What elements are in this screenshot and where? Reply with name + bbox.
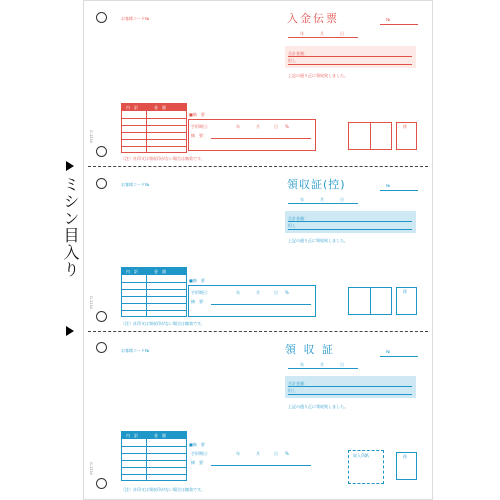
check-percent: %: [285, 451, 289, 456]
check-percent: %: [285, 290, 289, 295]
memo-label: 摘 要：: [191, 133, 207, 138]
table-row-line: [122, 460, 186, 461]
payer-label: ■摘 要: [189, 278, 205, 283]
payer-label: ■摘 要: [189, 112, 205, 117]
table-row-line: [122, 289, 186, 290]
binding-hole: [96, 311, 107, 322]
breakdown-table: [121, 267, 187, 317]
binding-hole: [96, 178, 107, 189]
side-code: G-1234: [89, 130, 93, 143]
table-row-line: [122, 310, 186, 311]
but-line: [288, 229, 412, 230]
amount-line: [288, 56, 412, 57]
amount-line: [288, 386, 412, 387]
breakdown-table: [121, 431, 187, 481]
perforation-arrow-icon: [66, 161, 74, 171]
memo-label: 摘 要：: [191, 460, 207, 465]
table-header-breakdown: 内 訳: [126, 269, 138, 274]
perforation-label: ミシン目入り: [61, 176, 80, 278]
but-line: [288, 64, 412, 65]
but-line: [288, 394, 412, 395]
number-mark: №: [386, 349, 391, 354]
binding-hole: [96, 12, 107, 23]
table-header-amount: 金 額: [154, 105, 166, 110]
section-title: 領 収 証: [285, 343, 335, 356]
table-header-amount: 金 額: [154, 269, 166, 274]
section-title: 入金伝票: [287, 12, 339, 25]
number-line: [380, 24, 418, 25]
received-text: 上記の通り正に領収致しました。: [288, 238, 348, 243]
year-label: 年: [300, 31, 304, 36]
perforation-arrow-icon: [66, 326, 74, 336]
table-divider: [146, 268, 147, 316]
but-label: 但し: [288, 223, 296, 228]
perforation-line: [88, 166, 428, 167]
check-label: 手形期日：: [191, 451, 211, 456]
amount-line: [288, 221, 412, 222]
stamp-divider: [370, 122, 371, 150]
clerk-label: 係: [403, 124, 407, 129]
memo-line: [211, 138, 311, 139]
binding-hole: [96, 342, 107, 353]
month-label: 月: [320, 362, 324, 367]
check-month: 月: [256, 451, 260, 456]
table-header-breakdown: 内 訳: [126, 105, 138, 110]
amount-label: 合計金額：: [288, 51, 308, 56]
table-row-line: [122, 303, 186, 304]
binding-hole: [96, 146, 107, 157]
form-sheet: [83, 0, 433, 500]
breakdown-table: [121, 103, 187, 153]
memo-line: [211, 465, 311, 466]
payer-label: ■摘 要: [189, 442, 205, 447]
side-code: G-1234: [89, 296, 93, 309]
check-day: 日: [274, 451, 278, 456]
clerk-label: 係: [403, 454, 407, 459]
table-row-line: [122, 132, 186, 133]
stamp-divider: [370, 287, 371, 315]
check-percent: %: [285, 124, 289, 129]
check-label: 手形期日：: [191, 124, 211, 129]
check-year: 年: [236, 451, 240, 456]
check-label: 手形期日：: [191, 290, 211, 295]
footer-note: （注）社印又は領収印がない場合は無効です。: [121, 321, 205, 326]
table-row-line: [122, 118, 186, 119]
check-year: 年: [236, 290, 240, 295]
table-row-line: [122, 125, 186, 126]
table-row-line: [122, 296, 186, 297]
table-divider: [146, 104, 147, 152]
table-row-line: [122, 139, 186, 140]
check-year: 年: [236, 124, 240, 129]
check-month: 月: [256, 290, 260, 295]
clerk-label: 係: [403, 289, 407, 294]
month-label: 月: [320, 31, 324, 36]
number-line: [380, 190, 418, 191]
table-row-line: [122, 474, 186, 475]
but-label: 但し: [288, 388, 296, 393]
table-row-line: [122, 146, 186, 147]
memo-label: 摘 要：: [191, 299, 207, 304]
amount-label: 合計金額：: [288, 216, 308, 221]
day-label: 日: [340, 362, 344, 367]
customer-code: お客様コード№: [121, 182, 150, 187]
memo-line: [211, 304, 311, 305]
table-row-line: [122, 446, 186, 447]
date-line: [288, 203, 358, 204]
binding-hole: [96, 478, 107, 489]
table-divider: [146, 432, 147, 480]
side-code: G-1234: [89, 462, 93, 475]
table-row-line: [122, 467, 186, 468]
table-header-amount: 金 額: [154, 433, 166, 438]
but-label: 但し: [288, 58, 296, 63]
day-label: 日: [340, 197, 344, 202]
customer-code: お客様コード№: [121, 16, 150, 21]
perforation-line: [88, 331, 428, 332]
footer-note: （注）社印又は領収印がない場合は無効です。: [121, 487, 205, 492]
number-mark: №: [386, 183, 391, 188]
table-row-line: [122, 453, 186, 454]
month-label: 月: [320, 197, 324, 202]
table-header-breakdown: 内 訳: [126, 433, 138, 438]
check-day: 日: [274, 290, 278, 295]
section-title: 領収証(控): [287, 178, 346, 191]
number-line: [380, 356, 418, 357]
year-label: 年: [300, 197, 304, 202]
year-label: 年: [300, 362, 304, 367]
revenue-stamp-label: 収入印紙: [353, 453, 369, 458]
date-line: [288, 368, 358, 369]
date-line: [288, 37, 358, 38]
customer-code: お客様コード№: [121, 348, 150, 353]
check-month: 月: [256, 124, 260, 129]
number-mark: №: [386, 17, 391, 22]
received-text: 上記の通り正に領収致しました。: [288, 73, 348, 78]
received-text: 上記の通り正に領収致しました。: [288, 404, 348, 409]
check-day: 日: [274, 124, 278, 129]
day-label: 日: [340, 31, 344, 36]
footer-note: （注）社印又は領収印がない場合は無効です。: [121, 156, 205, 161]
amount-label: 合計金額：: [288, 381, 308, 386]
table-row-line: [122, 282, 186, 283]
